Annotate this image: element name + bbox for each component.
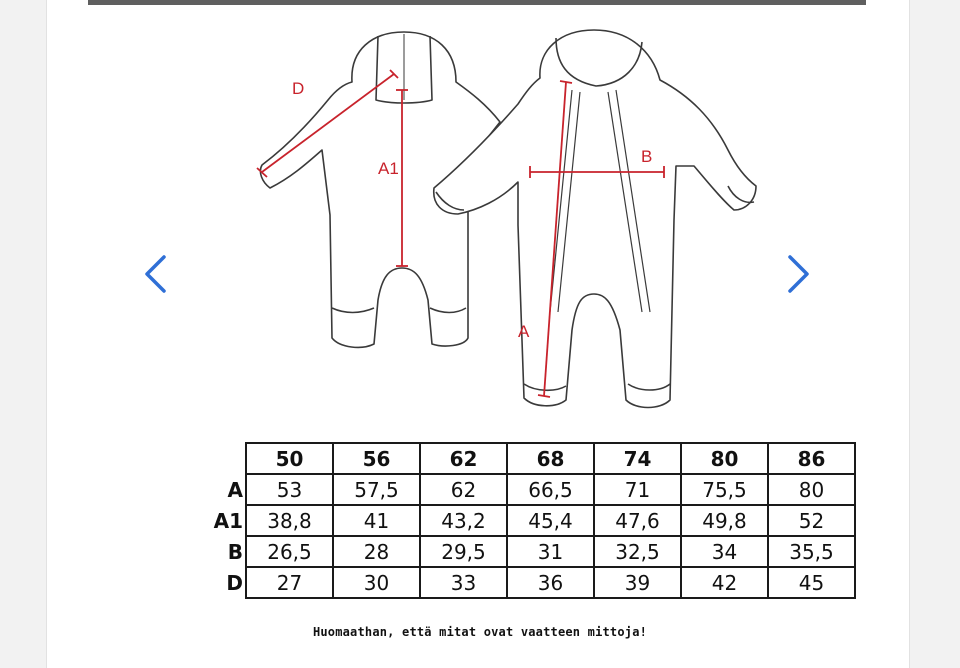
table-cell: 30 (333, 567, 420, 598)
table-cell: 33 (420, 567, 507, 598)
label-a1: A1 (378, 159, 399, 178)
size-header-cell: 68 (507, 443, 594, 474)
label-a: A (518, 322, 530, 341)
table-cell: 47,6 (594, 505, 681, 536)
label-d: D (292, 79, 305, 98)
table-cell: 49,8 (681, 505, 768, 536)
size-header-cell: 80 (681, 443, 768, 474)
table-cell: 35,5 (768, 536, 855, 567)
table-cell: 32,5 (594, 536, 681, 567)
table-cell: 53 (246, 474, 333, 505)
table-cell: 28 (333, 536, 420, 567)
table-cell: 57,5 (333, 474, 420, 505)
table-cell: 41 (333, 505, 420, 536)
table-cell: 62 (420, 474, 507, 505)
table-cell: 42 (681, 567, 768, 598)
table-cell: 36 (507, 567, 594, 598)
table-row (160, 567, 855, 598)
row-label: A1 (213, 508, 243, 533)
table-cell: 29,5 (420, 536, 507, 567)
table-cell: 26,5 (246, 536, 333, 567)
table-row (160, 505, 855, 536)
gallery-top-bar (88, 0, 866, 5)
size-header-cell: 56 (333, 443, 420, 474)
row-label: A (227, 477, 243, 502)
chevron-left-icon (142, 254, 168, 294)
table-cell: 27 (246, 567, 333, 598)
chevron-right-icon (786, 254, 812, 294)
gallery-prev-button[interactable] (138, 254, 172, 294)
table-row (160, 536, 855, 567)
overall-front-view (434, 30, 756, 408)
table-cell: 38,8 (246, 505, 333, 536)
overall-measurement-illustration (250, 26, 770, 411)
size-header-cell: 62 (420, 443, 507, 474)
measurement-note: Huomaathan, että mitat ovat vaatteen mittoja! (312, 625, 648, 639)
table-cell: 45,4 (507, 505, 594, 536)
table-cell: 52 (768, 505, 855, 536)
table-cell: 39 (594, 567, 681, 598)
size-header-row (160, 443, 855, 474)
size-header-cell: 74 (594, 443, 681, 474)
table-cell: 66,5 (507, 474, 594, 505)
size-header-cell: 86 (768, 443, 855, 474)
table-cell: 34 (681, 536, 768, 567)
table-cell: 43,2 (420, 505, 507, 536)
table-cell: 45 (768, 567, 855, 598)
row-label: D (226, 570, 243, 595)
size-chart-table (160, 442, 856, 599)
table-cell: 71 (594, 474, 681, 505)
table-cell: 31 (507, 536, 594, 567)
size-header-cell: 50 (246, 443, 333, 474)
table-cell: 80 (768, 474, 855, 505)
table-cell: 75,5 (681, 474, 768, 505)
label-b: B (641, 147, 653, 166)
table-row (160, 474, 855, 505)
row-label: B (227, 539, 243, 564)
gallery-next-button[interactable] (782, 254, 816, 294)
